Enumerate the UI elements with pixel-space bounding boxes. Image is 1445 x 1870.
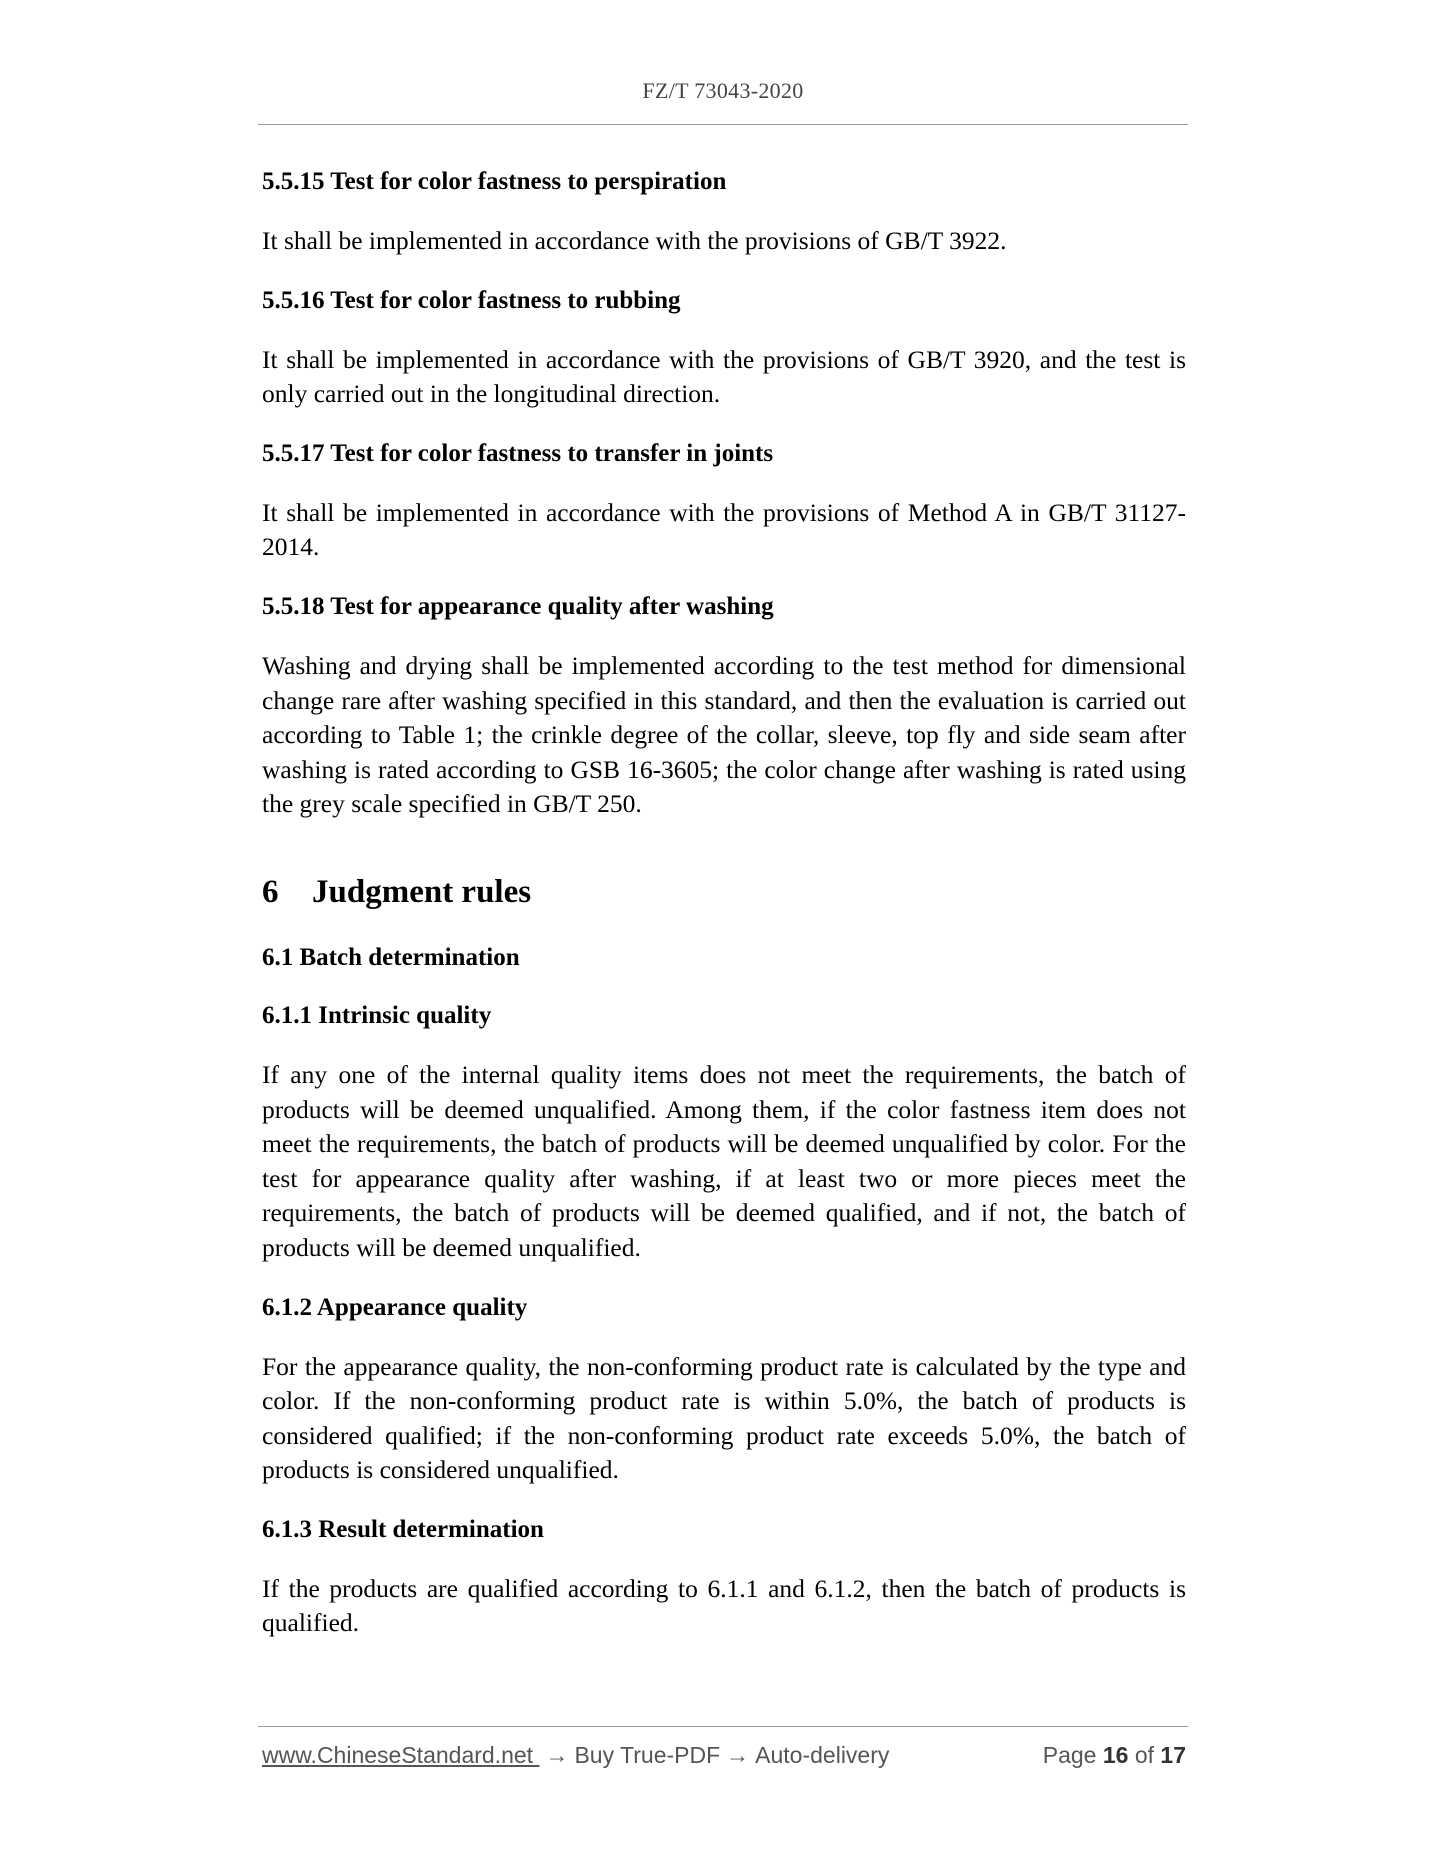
subsection-heading: 6.1 Batch determination <box>262 943 520 971</box>
paragraph: It shall be implemented in accordance with the provisions of Method A in GB/T 31127-2014. <box>262 497 1186 562</box>
header-divider <box>258 124 1188 125</box>
of-label: of <box>1134 1742 1155 1768</box>
paragraph: If any one of the internal quality items does not meet the requirements, the batch of products will be deemed unqualified. Among them, if the color fastness item does not meet the requirements, the batch of products will be deemed unqualified by color. For the test for appearance quality after washing, if at least two or more pieces meet the requirements, the batch of products will be deemed qualified, and if not, the batch of products will be deemed unqualified. <box>262 1059 1186 1262</box>
total-page-number: 17 <box>1160 1742 1186 1768</box>
subsection-heading: 6.1.3 Result determination <box>262 1515 544 1543</box>
section-title: Judgment rules <box>312 873 532 910</box>
site-link[interactable]: www.ChineseStandard.net <box>262 1742 540 1768</box>
section-heading <box>262 872 1186 912</box>
subsection-heading: 5.5.17 Test for color fastness to transfer in joints <box>262 439 774 467</box>
arrow-right-icon: → <box>545 1742 569 1768</box>
auto-delivery-text: Auto-delivery <box>755 1742 890 1768</box>
subsection-heading: 5.5.16 Test for color fastness to rubbing <box>262 286 681 314</box>
document-body <box>262 166 1186 1667</box>
page-header-doc-code: FZ/T 73043-2020 <box>642 78 804 103</box>
paragraph: If the products are qualified according to 6.1.1 and 6.1.2, then the batch of products is qualified. <box>262 1573 1186 1638</box>
footer-promo <box>262 1742 889 1769</box>
section-number: 6 <box>262 873 279 910</box>
buy-true-pdf-text: Buy True-PDF <box>574 1742 721 1768</box>
paragraph: Washing and drying shall be implemented according to the test method for dimensional change rare after washing specified in this standard, and then the evaluation is carried out according to Table 1; the crinkle degree of the collar, sleeve, top fly and side seam after washing is rated according to GSB 16-3605; the color change after washing is rated using the grey scale specified in GB/T 250. <box>262 650 1186 819</box>
page-indicator <box>1043 1742 1186 1769</box>
page-label: Page <box>1042 1742 1097 1768</box>
subsection-heading: 6.1.2 Appearance quality <box>262 1293 528 1321</box>
page-footer <box>262 1742 1186 1769</box>
paragraph: It shall be implemented in accordance with the provisions of GB/T 3920, and the test is only carried out in the longitudinal direction. <box>262 344 1186 409</box>
subsection-heading: 6.1.1 Intrinsic quality <box>262 1001 492 1029</box>
paragraph: It shall be implemented in accordance with the provisions of GB/T 3922. <box>262 226 1007 255</box>
subsection-heading: 5.5.18 Test for appearance quality after washing <box>262 592 774 620</box>
current-page-number: 16 <box>1102 1742 1129 1768</box>
footer-divider <box>258 1726 1188 1727</box>
arrow-right-icon: → <box>726 1742 750 1768</box>
subsection-heading: 5.5.15 Test for color fastness to perspiration <box>262 168 727 195</box>
paragraph: For the appearance quality, the non-conforming product rate is calculated by the type and color. If the non-conforming product rate is within 5.0%, the batch of products is considered qualified; if the non-conforming product rate exceeds 5.0%, the batch of products is considered unqualified. <box>262 1351 1186 1485</box>
